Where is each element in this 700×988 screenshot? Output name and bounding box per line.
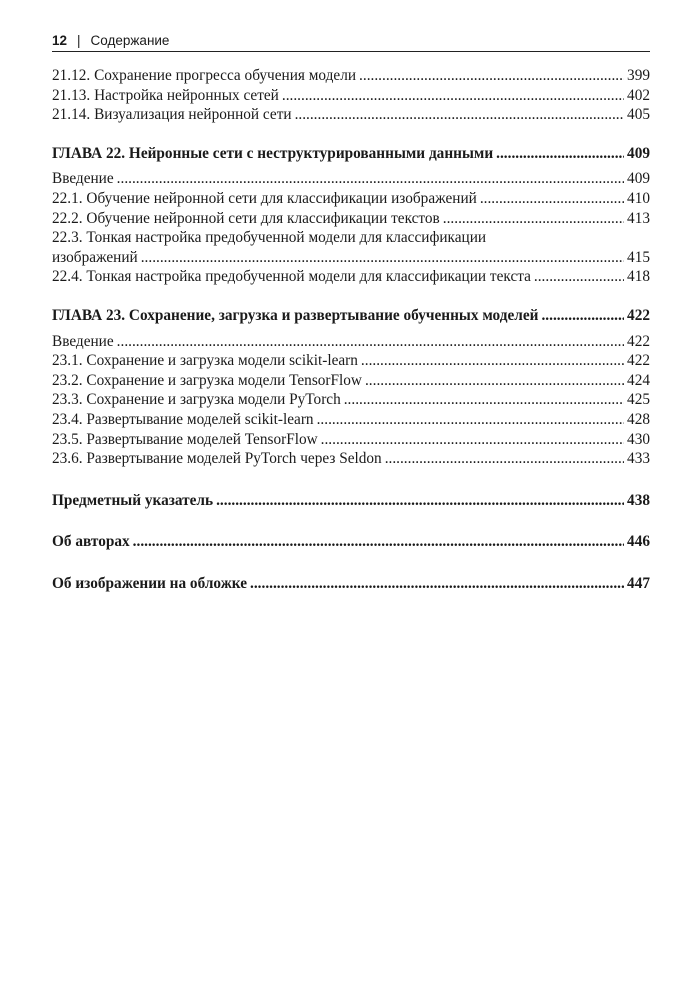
leader-dots: [141, 248, 624, 268]
toc-entry-22-3[interactable]: [52, 248, 650, 268]
spacer: [52, 469, 650, 491]
spacer: [52, 552, 650, 574]
section-title: Содержание: [90, 33, 170, 48]
leader-dots: [480, 189, 624, 209]
toc-entry-23-1[interactable]: [52, 351, 650, 371]
leader-dots: [365, 371, 624, 391]
toc-entry-page: 399: [627, 67, 650, 84]
toc-entry-page: 430: [627, 430, 650, 448]
toc-entry-title: 23.4. Развертывание моделей scikit-learn: [52, 410, 314, 428]
section-page: 446: [627, 533, 650, 551]
leader-dots: [534, 267, 624, 287]
spacer: [52, 287, 650, 306]
section-title: Об изображении на обложке: [52, 574, 248, 592]
chapter-title: ГЛАВА 23. Сохранение, загрузка и развертывание обученных моделей: [52, 306, 539, 324]
toc-entry-23-5[interactable]: [52, 430, 650, 450]
running-head: [52, 32, 650, 50]
toc-entry-title: Введение: [52, 332, 114, 350]
toc-entry-22-4[interactable]: [52, 267, 650, 287]
header-rule: [52, 51, 650, 52]
leader-dots: [295, 105, 624, 125]
section-title: Об авторах: [52, 533, 130, 551]
header-separator: |: [77, 33, 81, 48]
page-number: 12: [52, 33, 68, 48]
toc-entry-title-cont: изображений: [52, 248, 138, 266]
toc-entry-title: 21.13. Настройка нейронных сетей: [52, 86, 279, 104]
toc-entry-page: 422: [627, 332, 650, 350]
leader-dots: [117, 169, 624, 189]
toc-entry-page: 409: [627, 170, 650, 188]
toc-cover[interactable]: [52, 574, 650, 594]
leader-dots: [496, 144, 624, 164]
toc-entry-22-1[interactable]: [52, 189, 650, 209]
leader-dots: [133, 532, 624, 552]
toc-entry-title: 22.2. Обучение нейронной сети для классификации текстов: [52, 209, 440, 227]
spacer: [52, 510, 650, 532]
toc-entry-22-3-line1[interactable]: 22.3. Тонкая настройка предобученной модели для классификации: [52, 229, 487, 247]
toc-entry-title: 23.3. Сохранение и загрузка модели PyTorch: [52, 391, 341, 409]
leader-dots: [344, 390, 624, 410]
toc-entry-22-2[interactable]: [52, 209, 650, 229]
toc-entry-page: 405: [627, 106, 650, 124]
toc-entry-title: 23.2. Сохранение и загрузка модели TensorFlow: [52, 371, 362, 389]
toc-entry-title: 23.5. Развертывание моделей TensorFlow: [52, 430, 318, 448]
toc-entry-title: 23.1. Сохранение и загрузка модели scikit-learn: [52, 352, 358, 370]
toc-entry-page: 418: [627, 268, 650, 286]
toc-entry-23-6[interactable]: [52, 449, 650, 469]
toc-entry-page: 428: [627, 410, 650, 428]
leader-dots: [385, 449, 624, 469]
toc-entry-page: 413: [627, 209, 650, 227]
toc-entry-title: 22.1. Обучение нейронной сети для классификации изображений: [52, 189, 477, 207]
toc-authors[interactable]: [52, 532, 650, 552]
leader-dots: [282, 86, 624, 106]
toc-entry-title: 21.12. Сохранение прогресса обучения модели: [52, 67, 357, 84]
table-of-contents: [52, 66, 650, 593]
leader-dots: [117, 332, 624, 352]
toc-entry-23-2[interactable]: [52, 371, 650, 391]
toc-entry-title: Введение: [52, 170, 114, 188]
section-page: 447: [627, 574, 650, 592]
toc-entry-22-intro[interactable]: [52, 169, 650, 189]
leader-dots: [317, 410, 624, 430]
chapter-title: ГЛАВА 22. Нейронные сети с неструктурированными данными: [52, 144, 494, 162]
toc-entry-page: 425: [627, 391, 650, 409]
toc-entry-page: 433: [627, 450, 650, 468]
toc-entry-23-intro[interactable]: [52, 332, 650, 352]
chapter-page: 422: [627, 306, 650, 324]
toc-entry-page: 402: [627, 86, 650, 104]
toc-entry-page: 424: [627, 371, 650, 389]
toc-entry-page: 415: [627, 248, 650, 266]
section-title: Предметный указатель: [52, 491, 214, 509]
toc-chapter-22[interactable]: [52, 144, 650, 164]
toc-entry-page: 422: [627, 352, 650, 370]
toc-entry-title: 23.6. Развертывание моделей PyTorch через Seldon: [52, 450, 382, 468]
toc-entry-title: 22.4. Тонкая настройка предобученной модели для классификации текста: [52, 268, 531, 286]
toc-entry-21-12[interactable]: [52, 66, 650, 86]
toc-entry-title: 21.14. Визуализация нейронной сети: [52, 106, 292, 124]
leader-dots: [321, 430, 624, 450]
section-page: 438: [627, 491, 650, 509]
leader-dots: [541, 306, 624, 326]
leader-dots: [443, 209, 624, 229]
toc-entry-23-4[interactable]: [52, 410, 650, 430]
chapter-page: 409: [627, 144, 650, 162]
spacer: [52, 125, 650, 144]
toc-index[interactable]: [52, 491, 650, 511]
leader-dots: [361, 351, 624, 371]
toc-entry-21-13[interactable]: [52, 86, 650, 106]
toc-entry-page: 410: [627, 189, 650, 207]
toc-chapter-23[interactable]: [52, 306, 650, 326]
leader-dots: [250, 574, 624, 594]
leader-dots: [216, 491, 624, 511]
leader-dots: [359, 66, 624, 86]
toc-entry-23-3[interactable]: [52, 390, 650, 410]
toc-entry-21-14[interactable]: [52, 105, 650, 125]
